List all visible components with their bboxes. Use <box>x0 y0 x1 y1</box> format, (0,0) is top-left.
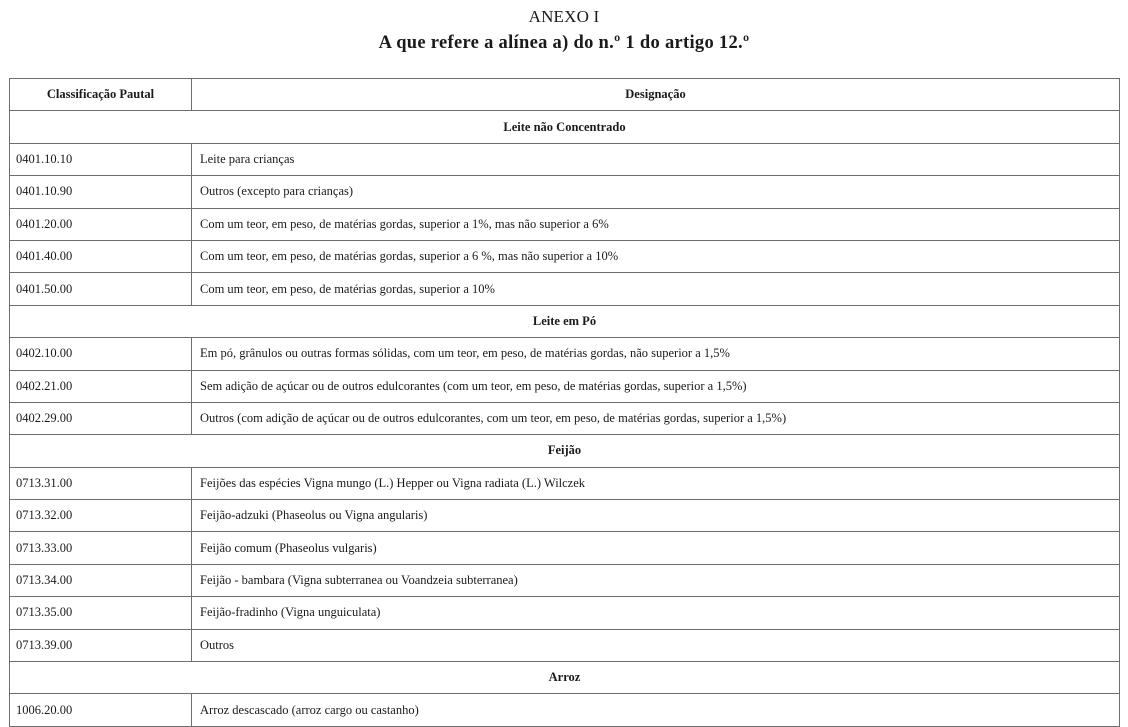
section-row-leite-nao-concentrado <box>10 111 1120 143</box>
table-header-row <box>10 79 1120 111</box>
designation: Feijão-adzuki (Phaseolus ou Vigna angularis) <box>192 500 1120 532</box>
section-title: Feijão <box>10 435 1120 467</box>
table-row <box>10 273 1120 305</box>
designation: Outros <box>192 629 1120 661</box>
designation: Feijão-fradinho (Vigna unguiculata) <box>192 597 1120 629</box>
section-title: Arroz <box>10 662 1120 694</box>
tariff-code: 0713.32.00 <box>10 500 192 532</box>
annex-title: ANEXO I <box>528 7 600 26</box>
tariff-code: 0713.34.00 <box>10 564 192 596</box>
tariff-code: 0401.10.90 <box>10 176 192 208</box>
section-title: Leite não Concentrado <box>10 111 1120 143</box>
designation: Feijão comum (Phaseolus vulgaris) <box>192 532 1120 564</box>
section-title: Leite em Pó <box>10 305 1120 337</box>
tariff-code: 0401.50.00 <box>10 273 192 305</box>
table-row <box>10 240 1120 272</box>
section-row-feijao <box>10 435 1120 467</box>
tariff-code: 0713.31.00 <box>10 467 192 499</box>
tariff-table <box>9 78 1120 727</box>
designation: Arroz descascado (arroz cargo ou castanho) <box>192 694 1120 726</box>
annex-subtitle: A que refere a alínea a) do n.º 1 do artigo 12.º <box>378 33 750 53</box>
designation: Em pó, grânulos ou outras formas sólidas, com um teor, em peso, de matérias gordas, não superior a 1,5% <box>192 338 1120 370</box>
tariff-code: 0402.29.00 <box>10 402 192 434</box>
designation: Com um teor, em peso, de matérias gordas, superior a 1%, mas não superior a 6% <box>192 208 1120 240</box>
tariff-code: 1006.20.00 <box>10 694 192 726</box>
table-row <box>10 500 1120 532</box>
section-row-arroz <box>10 662 1120 694</box>
table-row <box>10 694 1120 726</box>
tariff-code: 0402.10.00 <box>10 338 192 370</box>
designation: Outros (excepto para crianças) <box>192 176 1120 208</box>
designation: Outros (com adição de açúcar ou de outros edulcorantes, com um teor, em peso, de matérias gordas, superior a 1,5%) <box>192 402 1120 434</box>
tariff-code: 0401.10.10 <box>10 143 192 175</box>
table-row <box>10 176 1120 208</box>
tariff-code: 0401.20.00 <box>10 208 192 240</box>
designation: Feijão - bambara (Vigna subterranea ou Voandzeia subterranea) <box>192 564 1120 596</box>
table-row <box>10 564 1120 596</box>
tariff-code: 0401.40.00 <box>10 240 192 272</box>
table-row <box>10 338 1120 370</box>
table-row <box>10 208 1120 240</box>
table-row <box>10 532 1120 564</box>
table-row <box>10 370 1120 402</box>
designation: Com um teor, em peso, de matérias gordas, superior a 10% <box>192 273 1120 305</box>
designation: Sem adição de açúcar ou de outros edulcorantes (com um teor, em peso, de matérias gordas, superior a 1,5%) <box>192 370 1120 402</box>
column-header-classification: Classificação Pautal <box>10 79 192 111</box>
tariff-code: 0713.35.00 <box>10 597 192 629</box>
table-row <box>10 143 1120 175</box>
table-row <box>10 402 1120 434</box>
column-header-designation: Designação <box>192 79 1120 111</box>
table-row <box>10 467 1120 499</box>
designation: Feijões das espécies Vigna mungo (L.) Hepper ou Vigna radiata (L.) Wilczek <box>192 467 1120 499</box>
table-row <box>10 629 1120 661</box>
designation: Com um teor, em peso, de matérias gordas, superior a 6 %, mas não superior a 10% <box>192 240 1120 272</box>
table-row <box>10 597 1120 629</box>
designation: Leite para crianças <box>192 143 1120 175</box>
tariff-code: 0713.39.00 <box>10 629 192 661</box>
tariff-code: 0713.33.00 <box>10 532 192 564</box>
section-row-leite-em-po <box>10 305 1120 337</box>
tariff-code: 0402.21.00 <box>10 370 192 402</box>
